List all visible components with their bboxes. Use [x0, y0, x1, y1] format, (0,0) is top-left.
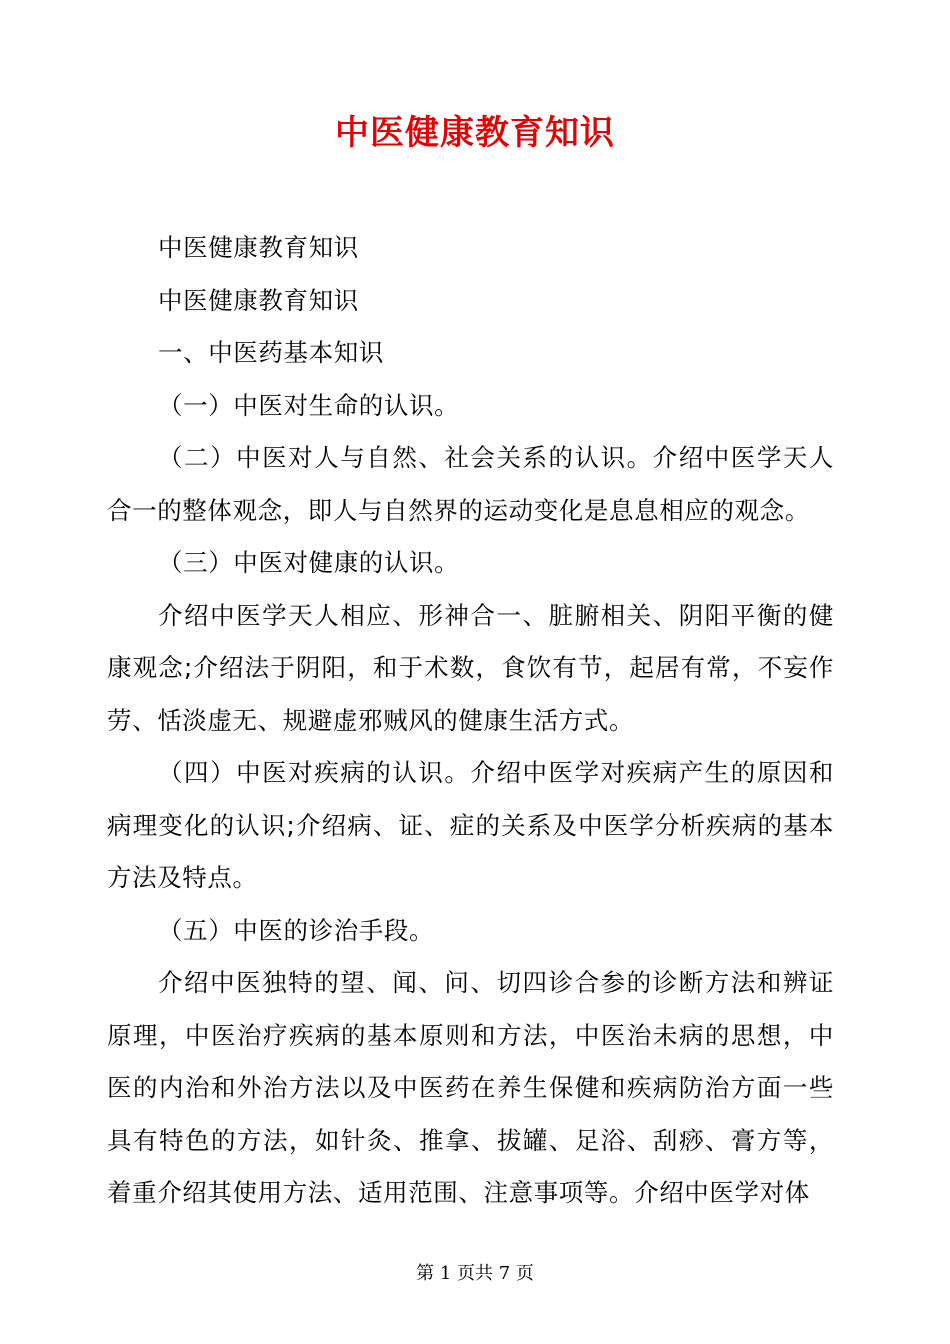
section-heading: 一、中医药基本知识	[158, 338, 384, 367]
paragraph: 中医健康教育知识	[158, 285, 359, 315]
document-body	[107, 222, 834, 1220]
paragraph: （四）中医对疾病的认识。介绍中医学对疾病产生的原因和病理变化的认识;介绍病、证、症的关系及中医学分析疾病的基本方法及特点。	[107, 758, 834, 892]
paragraph: （二）中医对人与自然、社会关系的认识。介绍中医学天人合一的整体观念，即人与自然界的运动变化是息息相应的观念。	[107, 443, 834, 525]
paragraph: 介绍中医独特的望、闻、问、切四诊合参的诊断方法和辨证原理，中医治疗疾病的基本原则和方法，中医治未病的思想，中医的内治和外治方法以及中医药在养生保健和疾病防治方面一些具有特色的方法，如针灸、推拿、拔罐、足浴、刮痧、膏方等，着重介绍其使用方法、适用范围、注意事项等。介绍中医学对体	[107, 968, 834, 1207]
paragraph: 介绍中医学天人相应、形神合一、脏腑相关、阴阳平衡的健康观念;介绍法于阴阳，和于术数，食饮有节，起居有常，不妄作劳、恬淡虚无、规避虚邪贼风的健康生活方式。	[107, 600, 834, 735]
page-footer: 第 1 页共 7 页	[416, 1263, 534, 1284]
paragraph: （五）中医的诊治手段。	[158, 915, 435, 945]
paragraph: （三）中医对健康的认识。	[158, 548, 460, 577]
document-title: 中医健康教育知识	[335, 113, 615, 153]
paragraph: 中医健康教育知识	[158, 233, 359, 262]
paragraph: （一）中医对生命的认识。	[158, 390, 460, 420]
